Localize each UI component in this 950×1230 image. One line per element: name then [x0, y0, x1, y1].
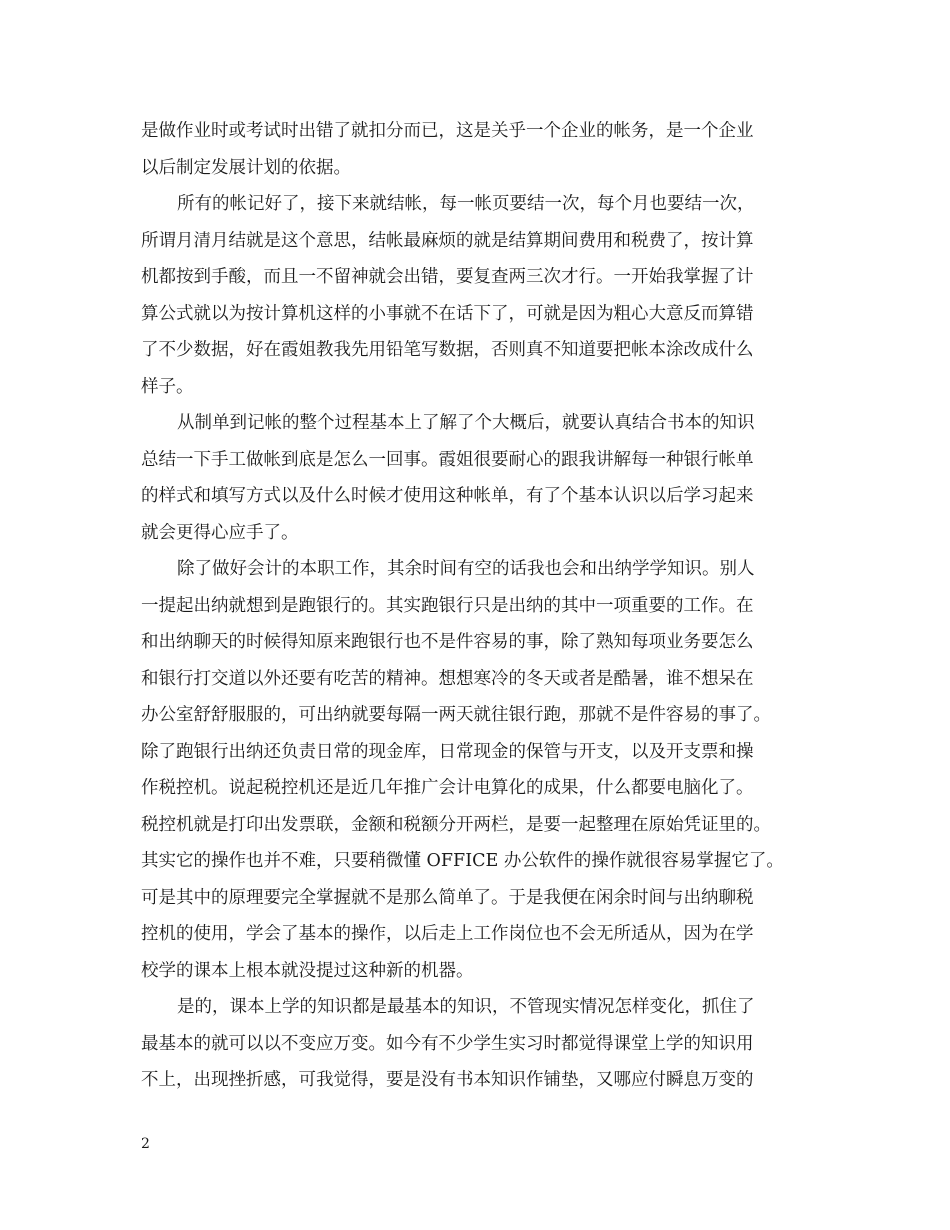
text-line: 除了做好会计的本职工作，其余时间有空的话我也会和出纳学学知识。别人 — [177, 559, 755, 579]
text-line: 是的，课本上学的知识都是最基本的知识，不管现实情况怎样变化，抓住了 — [177, 997, 755, 1017]
text-line: 以后制定发展计划的依据。 — [141, 157, 351, 178]
text-line: 就会更得心应手了。 — [141, 522, 299, 543]
document-body — [141, 113, 831, 1099]
text-line: 可是其中的原理要完全掌握就不是那么简单了。于是我便在闲余时间与出纳聊税 — [141, 887, 754, 908]
text-line: 是做作业时或考试时出错了就扣分而已，这是关乎一个企业的帐务，是一个企业 — [141, 121, 754, 141]
text-line: 作税控机。说起税控机还是近几年推广会计电算化的成果，什么都要电脑化了。 — [141, 778, 754, 798]
text-line: 控机的使用，学会了基本的操作，以后走上工作岗位也不会无所适从，因为在学 — [141, 924, 754, 944]
text-line: 校学的课本上根本就没提过这种新的机器。 — [141, 960, 474, 981]
text-line: 所有的帐记好了，接下来就结帐，每一帐页要结一次，每个月也要结一次， — [177, 194, 755, 214]
text-line: 不上，出现挫折感，可我觉得，要是没有书本知识作铺垫，又哪应付瞬息万变的 — [141, 1070, 754, 1090]
text-line: 了不少数据，好在霞姐教我先用铅笔写数据，否则真不知道要把帐本涂改成什么 — [141, 340, 754, 360]
text-line: 算公式就以为按计算机这样的小事就不在话下了，可就是因为粗心大意反而算错 — [141, 303, 754, 324]
text-line: 一提起出纳就想到是跑银行的。其实跑银行只是出纳的其中一项重要的工作。在 — [141, 595, 754, 616]
text-line: 除了跑银行出纳还负责日常的现金库，日常现金的保管与开支，以及开支票和操 — [141, 741, 754, 762]
text-line: 样子。 — [141, 376, 194, 397]
text-line: 总结一下手工做帐到底是怎么一回事。霞姐很要耐心的跟我讲解每一种银行帐单 — [141, 449, 754, 470]
text-line: 和出纳聊天的时候得知原来跑银行也不是件容易的事，除了熟知每项业务要怎么 — [141, 632, 754, 652]
text-line: 和银行打交道以外还要有吃苦的精神。想想寒冷的冬天或者是酷暑，谁不想呆在 — [141, 668, 754, 689]
text-line: 从制单到记帐的整个过程基本上了解了个大概后，就要认真结合书本的知识 — [177, 413, 755, 433]
text-line: 税控机就是打印出发票联，金额和税额分开两栏，是要一起整理在原始凭证里的。 — [141, 814, 771, 835]
text-line: 机都按到手酸，而且一不留神就会出错，要复查两三次才行。一开始我掌握了计 — [141, 267, 754, 287]
text-line: 的样式和填写方式以及什么时候才使用这种帐单，有了个基本认识以后学习起来 — [141, 486, 754, 506]
text-line: 最基本的就可以以不变应万变。如今有不少学生实习时都觉得课堂上学的知识用 — [141, 1033, 754, 1054]
page-number: 2 — [141, 1136, 150, 1152]
text-line: 所谓月清月结就是这个意思，结帐最麻烦的就是结算期间费用和税费了，按计算 — [141, 230, 754, 251]
text-line: 其实它的操作也并不难，只要稍微懂 OFFICE 办公软件的操作就很容易掌握它了。 — [141, 851, 784, 871]
text-line: 办公室舒舒服服的，可出纳就要每隔一两天就往银行跑，那就不是件容易的事了。 — [141, 705, 771, 725]
